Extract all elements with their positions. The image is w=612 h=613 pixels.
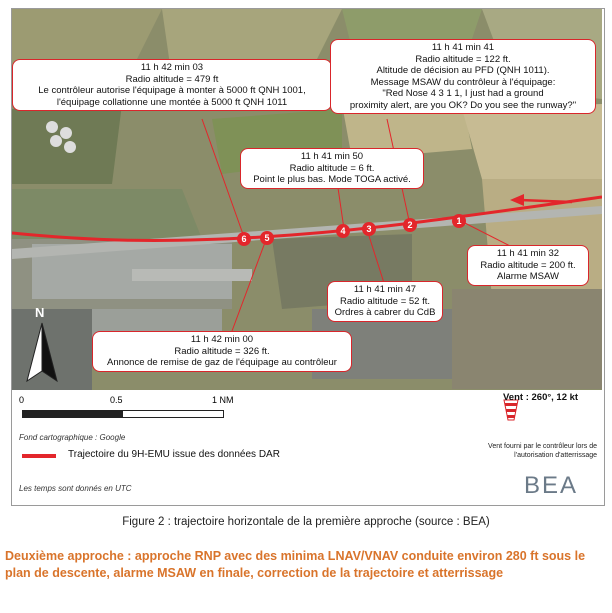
utc-note: Les temps sont donnés en UTC: [19, 484, 132, 493]
north-arrow: [22, 305, 62, 385]
satellite-map: [12, 9, 602, 390]
marker-2: 2: [403, 218, 417, 232]
callout-2: 11 h 41 min 41 Radio altitude = 122 ft. Altitude de décision au PFD (QNH 1011). Message MSAW du contrôleur à l'équipage: "Red Nose 4 3 1 1, I just had a ground proximity alert, are you OK? Do you see the runway?": [330, 39, 596, 114]
scale-label-half: 0.5: [110, 395, 123, 405]
callout-3: 11 h 41 min 50 Radio altitude = 6 ft. Point le plus bas. Mode TOGA activé.: [240, 148, 424, 189]
basemap-credit: Fond cartographique : Google: [19, 433, 126, 442]
marker-6: 6: [237, 232, 251, 246]
callout-4: 11 h 41 min 32 Radio altitude = 200 ft. Alarme MSAW: [467, 245, 589, 286]
wind-label: Vent : 260°, 12 kt: [503, 392, 579, 403]
bea-logo: BEA: [524, 472, 579, 499]
scale-bar: [22, 410, 224, 418]
scale-label-1nm: 1 NM: [212, 395, 234, 405]
callout-6: 11 h 42 min 00 Radio altitude = 326 ft. Annonce de remise de gaz de l'équipage au contrôleur: [92, 331, 352, 372]
marker-3: 3: [362, 222, 376, 236]
marker-1: 1: [452, 214, 466, 228]
section-heading: Deuxième approche : approche RNP avec des minima LNAV/VNAV conduite environ 280 ft sous le plan de descente, alarme MSAW en finale, correction de la trajectoire et atterrissage: [5, 549, 586, 580]
callout-1: 11 h 42 min 03 Radio altitude = 479 ft Le contrôleur autorise l'équipage à monter à 5000 ft QNH 1001, l'équipage collationne une montée à 5000 ft QNH 1011: [12, 59, 332, 111]
legend-track-label: Trajectoire du 9H-EMU issue des données DAR: [68, 449, 280, 460]
scale-label-0: 0: [19, 395, 25, 405]
legend-area: [12, 390, 602, 504]
legend-track-swatch: [22, 454, 56, 458]
marker-4: 4: [336, 224, 350, 238]
north-label: N: [35, 305, 45, 320]
wind-note: Vent fourni par le contrôleur lors de l'autorisation d'atterrissage: [488, 443, 597, 459]
callout-5: 11 h 41 min 47 Radio altitude = 52 ft. Ordres à cabrer du CdB: [327, 281, 443, 322]
figure-caption: Figure 2 : trajectoire horizontale de la première approche (source : BEA): [122, 516, 490, 528]
marker-5: 5: [260, 231, 274, 245]
